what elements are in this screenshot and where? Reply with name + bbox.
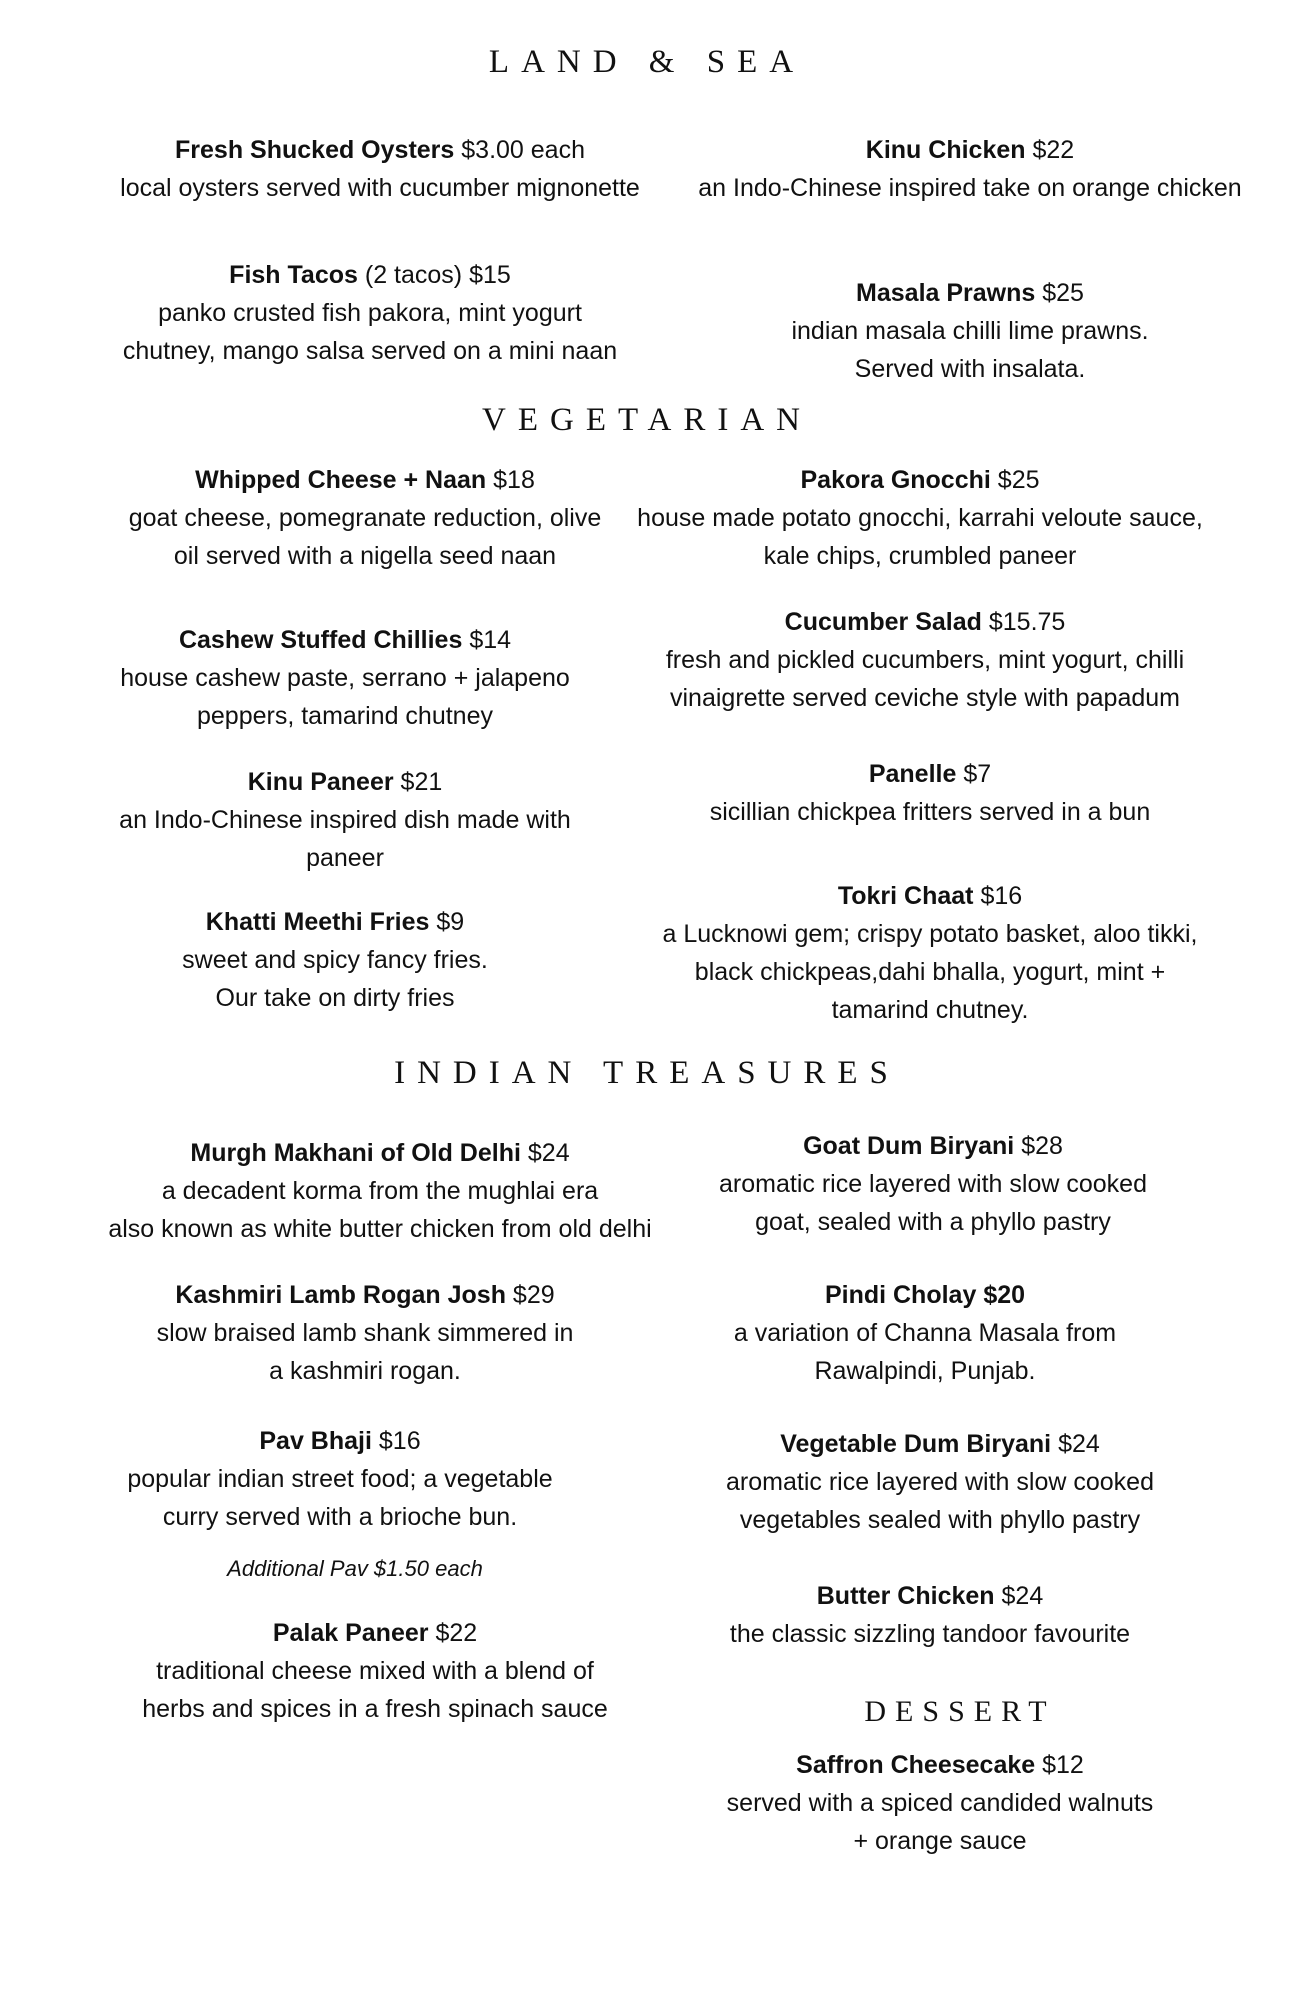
menu-item-pakora-gnocchi xyxy=(600,461,1240,575)
item-name: Kinu Chicken xyxy=(865,136,1026,164)
item-name: Tokri Chaat xyxy=(837,882,974,910)
item-price: $22 xyxy=(1032,136,1075,164)
item-qualifier: (2 tacos) xyxy=(364,261,463,289)
item-description: popular indian street food; a vegetable curry served with a brioche bun. xyxy=(127,1465,553,1531)
menu-item-tokri-chaat xyxy=(610,877,1250,1029)
item-price: $9 xyxy=(436,908,465,936)
item-description: goat cheese, pomegranate reduction, olive oil served with a nigella seed naan xyxy=(128,504,602,570)
menu-item-palak-paneer xyxy=(55,1614,695,1728)
item-price: $16 xyxy=(980,882,1023,910)
section-title-vegetarian: VEGETARIAN xyxy=(482,402,812,438)
item-price: $22 xyxy=(435,1619,478,1647)
menu-item-oysters xyxy=(60,131,700,207)
menu-item-cashew-chillies xyxy=(25,621,665,735)
item-name: Kinu Paneer xyxy=(247,768,394,796)
menu-item-kinu-chicken xyxy=(650,131,1290,207)
menu-item-butter-chicken xyxy=(610,1577,1250,1653)
item-price: $15.75 xyxy=(988,608,1066,636)
item-price: $14 xyxy=(469,626,512,654)
menu-item-cucumber-salad xyxy=(605,603,1245,717)
item-description: house made potato gnocchi, karrahi veloute sauce, kale chips, crumbled paneer xyxy=(637,504,1203,570)
item-price: $24 xyxy=(527,1139,570,1167)
item-name: Murgh Makhani of Old Delhi xyxy=(190,1139,521,1167)
item-name: Fish Tacos xyxy=(229,261,358,289)
item-description: indian masala chilli lime prawns. Served with insalata. xyxy=(791,317,1149,383)
item-description: aromatic rice layered with slow cooked vegetables sealed with phyllo pastry xyxy=(726,1468,1154,1534)
item-name: Panelle xyxy=(868,760,957,788)
item-name: Saffron Cheesecake xyxy=(796,1751,1036,1779)
item-price: $25 xyxy=(1042,279,1084,307)
item-description: local oysters served with cucumber mignonette xyxy=(120,174,640,202)
menu-item-khatti-fries xyxy=(15,903,655,1017)
item-description: sicillian chickpea fritters served in a bun xyxy=(709,798,1151,826)
item-description: a Lucknowi gem; crispy potato basket, aloo tikki, black chickpeas,dahi bhalla, yogurt, mint + tamarind chutney. xyxy=(662,920,1198,1024)
item-name: Butter Chicken xyxy=(816,1582,995,1610)
item-description: traditional cheese mixed with a blend of herbs and spices in a fresh spinach sauce xyxy=(142,1657,608,1723)
item-price: $3.00 each xyxy=(461,136,585,164)
item-price: $16 xyxy=(378,1427,421,1455)
item-description: aromatic rice layered with slow cooked goat, sealed with a phyllo pastry xyxy=(719,1170,1147,1236)
item-name: Kashmiri Lamb Rogan Josh xyxy=(175,1281,506,1309)
item-description: fresh and pickled cucumbers, mint yogurt, chilli vinaigrette served ceviche style with papadum xyxy=(665,646,1185,712)
item-name: Vegetable Dum Biryani xyxy=(780,1430,1052,1458)
menu-item-veg-biryani xyxy=(620,1425,1260,1539)
item-name: Cucumber Salad xyxy=(784,608,982,636)
item-name: Masala Prawns xyxy=(856,279,1036,307)
item-description: an Indo-Chinese inspired take on orange chicken xyxy=(698,174,1242,202)
item-name: Palak Paneer xyxy=(272,1619,429,1647)
item-name: Cashew Stuffed Chillies xyxy=(178,626,463,654)
menu-item-rogan-josh xyxy=(45,1276,685,1390)
menu-item-panelle xyxy=(610,755,1250,831)
item-name: Pav Bhaji xyxy=(259,1427,372,1455)
menu-item-pindi-cholay xyxy=(605,1276,1245,1390)
item-price: $12 xyxy=(1042,1751,1084,1779)
item-price: $15 xyxy=(469,261,511,289)
item-description: a variation of Channa Masala from Rawalpindi, Punjab. xyxy=(733,1319,1117,1385)
menu-item-whipped-cheese xyxy=(45,461,685,575)
item-name: Pindi Cholay xyxy=(824,1281,977,1309)
menu-item-saffron-cheesecake xyxy=(620,1746,1260,1860)
section-title-dessert: DESSERT xyxy=(864,1695,1056,1728)
pav-bhaji-note: Additional Pav $1.50 each xyxy=(227,1556,483,1581)
item-description: house cashew paste, serrano + jalapeno peppers, tamarind chutney xyxy=(120,664,570,730)
item-price: $21 xyxy=(400,768,443,796)
item-name: Pakora Gnocchi xyxy=(800,466,991,494)
item-price: $20 xyxy=(983,1281,1026,1309)
item-description: slow braised lamb shank simmered in a kashmiri rogan. xyxy=(156,1319,574,1385)
item-price: $29 xyxy=(512,1281,555,1309)
menu-item-masala-prawns xyxy=(650,274,1290,388)
item-price: $7 xyxy=(963,760,992,788)
item-description: sweet and spicy fancy fries. Our take on dirty fries xyxy=(182,946,488,1012)
item-price: $24 xyxy=(1058,1430,1100,1458)
item-description: an Indo-Chinese inspired dish made with paneer xyxy=(119,806,571,872)
item-price: $25 xyxy=(997,466,1040,494)
item-price: $28 xyxy=(1021,1132,1063,1160)
section-title-land-sea: LAND & SEA xyxy=(488,44,806,80)
item-price: $18 xyxy=(493,466,535,494)
item-name: Whipped Cheese + Naan xyxy=(195,466,487,494)
item-description: the classic sizzling tandoor favourite xyxy=(729,1620,1131,1648)
menu-item-murgh-makhani xyxy=(60,1134,700,1248)
menu-item-pav-bhaji xyxy=(20,1422,660,1536)
item-description: served with a spiced candided walnuts + orange sauce xyxy=(726,1789,1154,1855)
item-price: $24 xyxy=(1001,1582,1044,1610)
menu-item-goat-biryani xyxy=(613,1127,1253,1241)
item-description: a decadent korma from the mughlai era also known as white butter chicken from old delhi xyxy=(108,1177,652,1243)
section-title-indian-treasures: INDIAN TREASURES xyxy=(394,1055,900,1091)
item-name: Goat Dum Biryani xyxy=(803,1132,1015,1160)
menu-item-kinu-paneer xyxy=(25,763,665,877)
item-description: panko crusted fish pakora, mint yogurt chutney, mango salsa served on a mini naan xyxy=(122,299,618,365)
item-name: Khatti Meethi Fries xyxy=(205,908,430,936)
menu-item-fish-tacos xyxy=(50,256,690,370)
item-name: Fresh Shucked Oysters xyxy=(175,136,455,164)
